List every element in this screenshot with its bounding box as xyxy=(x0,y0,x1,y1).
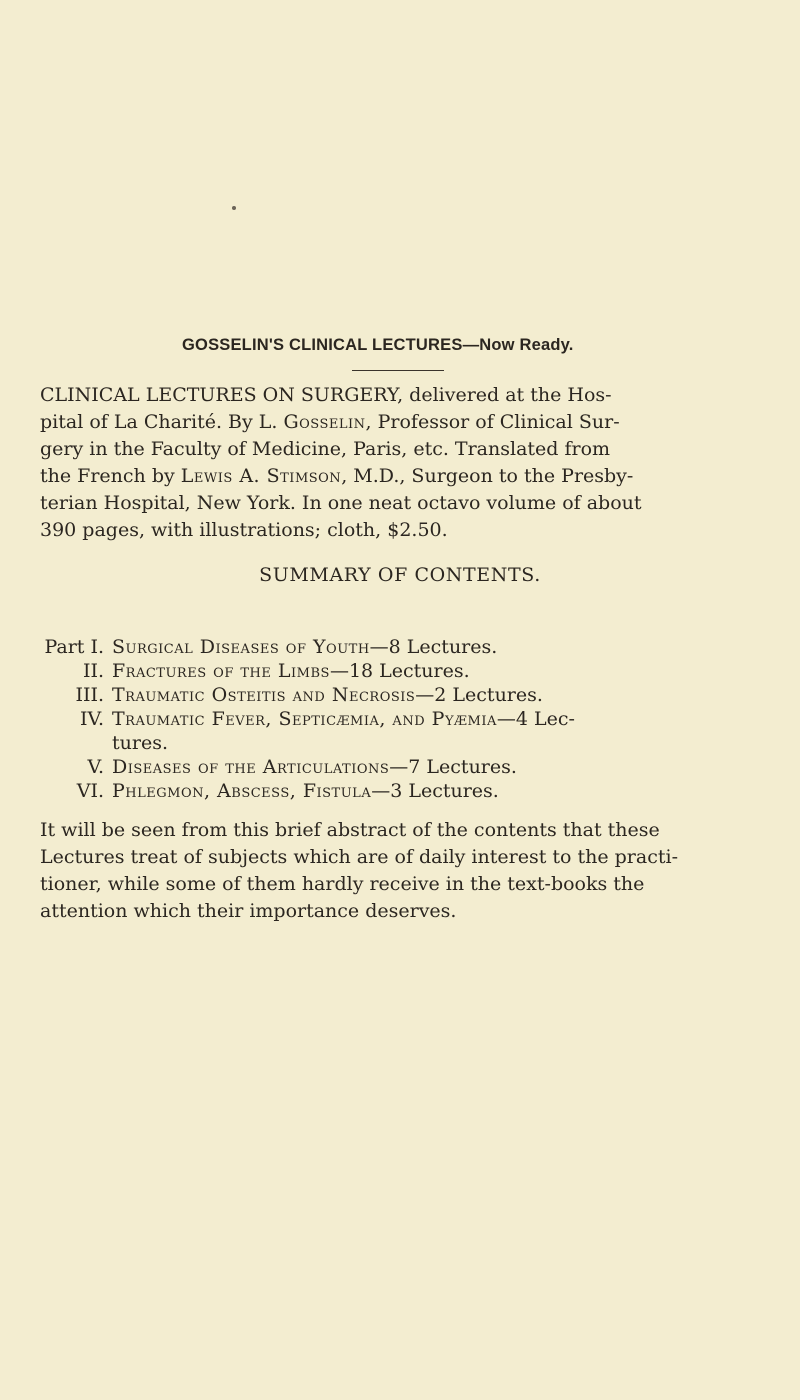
part-continuation: tures. xyxy=(112,732,168,754)
description-line: CLINICAL LECTURES ON SURGERY, delivered at the Hos- xyxy=(40,384,612,406)
part-text xyxy=(112,756,517,778)
part-number: Part I. xyxy=(44,636,104,658)
part-text xyxy=(112,660,470,682)
contents-item xyxy=(0,756,800,780)
description-line: 390 pages, with illustrations; cloth, $2.50. xyxy=(40,519,448,541)
description-line: gery in the Faculty of Medicine, Paris, etc. Translated from xyxy=(40,438,611,460)
part-lectures: —2 Lectures. xyxy=(415,684,543,706)
part-title: Surgical Diseases of Youth xyxy=(112,636,370,658)
description-text: pital of La Charité. By L. xyxy=(40,411,284,433)
closing-line: tioner, while some of them hardly receive in the text-books the xyxy=(40,873,645,895)
part-text xyxy=(112,636,497,658)
closing-line: attention which their importance deserves. xyxy=(40,900,457,922)
description-line xyxy=(40,463,770,490)
closing-paragraph xyxy=(40,817,770,925)
ink-speck xyxy=(232,206,236,210)
part-title: Fractures of the Limbs xyxy=(112,660,330,682)
contents-list xyxy=(0,636,800,804)
part-title: Diseases of the Articulations xyxy=(112,756,390,778)
contents-item xyxy=(0,636,800,660)
part-text xyxy=(112,708,575,730)
part-title: Phlegmon, Abscess, Fistula xyxy=(112,780,372,802)
description-text: , Professor of Clinical Sur- xyxy=(365,411,620,433)
closing-line: Lectures treat of subjects which are of daily interest to the practi- xyxy=(40,846,678,868)
summary-title: SUMMARY OF CONTENTS. xyxy=(259,564,541,586)
part-text xyxy=(112,684,543,706)
part-lectures: —8 Lectures. xyxy=(369,636,498,658)
author-name: Gosselin xyxy=(283,411,366,433)
part-number: III. xyxy=(75,684,104,706)
part-text xyxy=(112,780,499,802)
page-heading: GOSSELIN'S CLINICAL LECTURES—Now Ready. xyxy=(182,336,574,354)
description-line: terian Hospital, New York. In one neat octavo volume of about xyxy=(40,492,642,514)
translator-name: Lewis A. Stimson xyxy=(180,465,342,487)
description-text: , M.D., Surgeon to the Presby- xyxy=(341,465,634,487)
part-title: Traumatic Osteitis and Necrosis xyxy=(112,684,416,706)
part-lectures: —18 Lectures. xyxy=(329,660,470,682)
description-line xyxy=(40,409,770,436)
closing-line: It will be seen from this brief abstract of the contents that these xyxy=(40,819,660,841)
heading-divider xyxy=(352,370,444,371)
part-lectures: —7 Lectures. xyxy=(389,756,517,778)
part-title: Traumatic Fever, Septicæmia, and Pyæmia xyxy=(112,708,497,730)
description-text: the French by xyxy=(40,465,181,487)
contents-item xyxy=(0,780,800,804)
part-number: II. xyxy=(82,660,104,682)
book-description xyxy=(40,382,770,544)
part-number: IV. xyxy=(80,708,104,730)
part-number: V. xyxy=(87,756,104,778)
part-number: VI. xyxy=(76,780,104,802)
part-lectures: —4 Lec- xyxy=(496,708,575,730)
contents-item xyxy=(0,660,800,684)
contents-item xyxy=(0,708,800,732)
contents-item xyxy=(0,684,800,708)
contents-item-continuation xyxy=(0,732,800,756)
part-lectures: —3 Lectures. xyxy=(371,780,499,802)
